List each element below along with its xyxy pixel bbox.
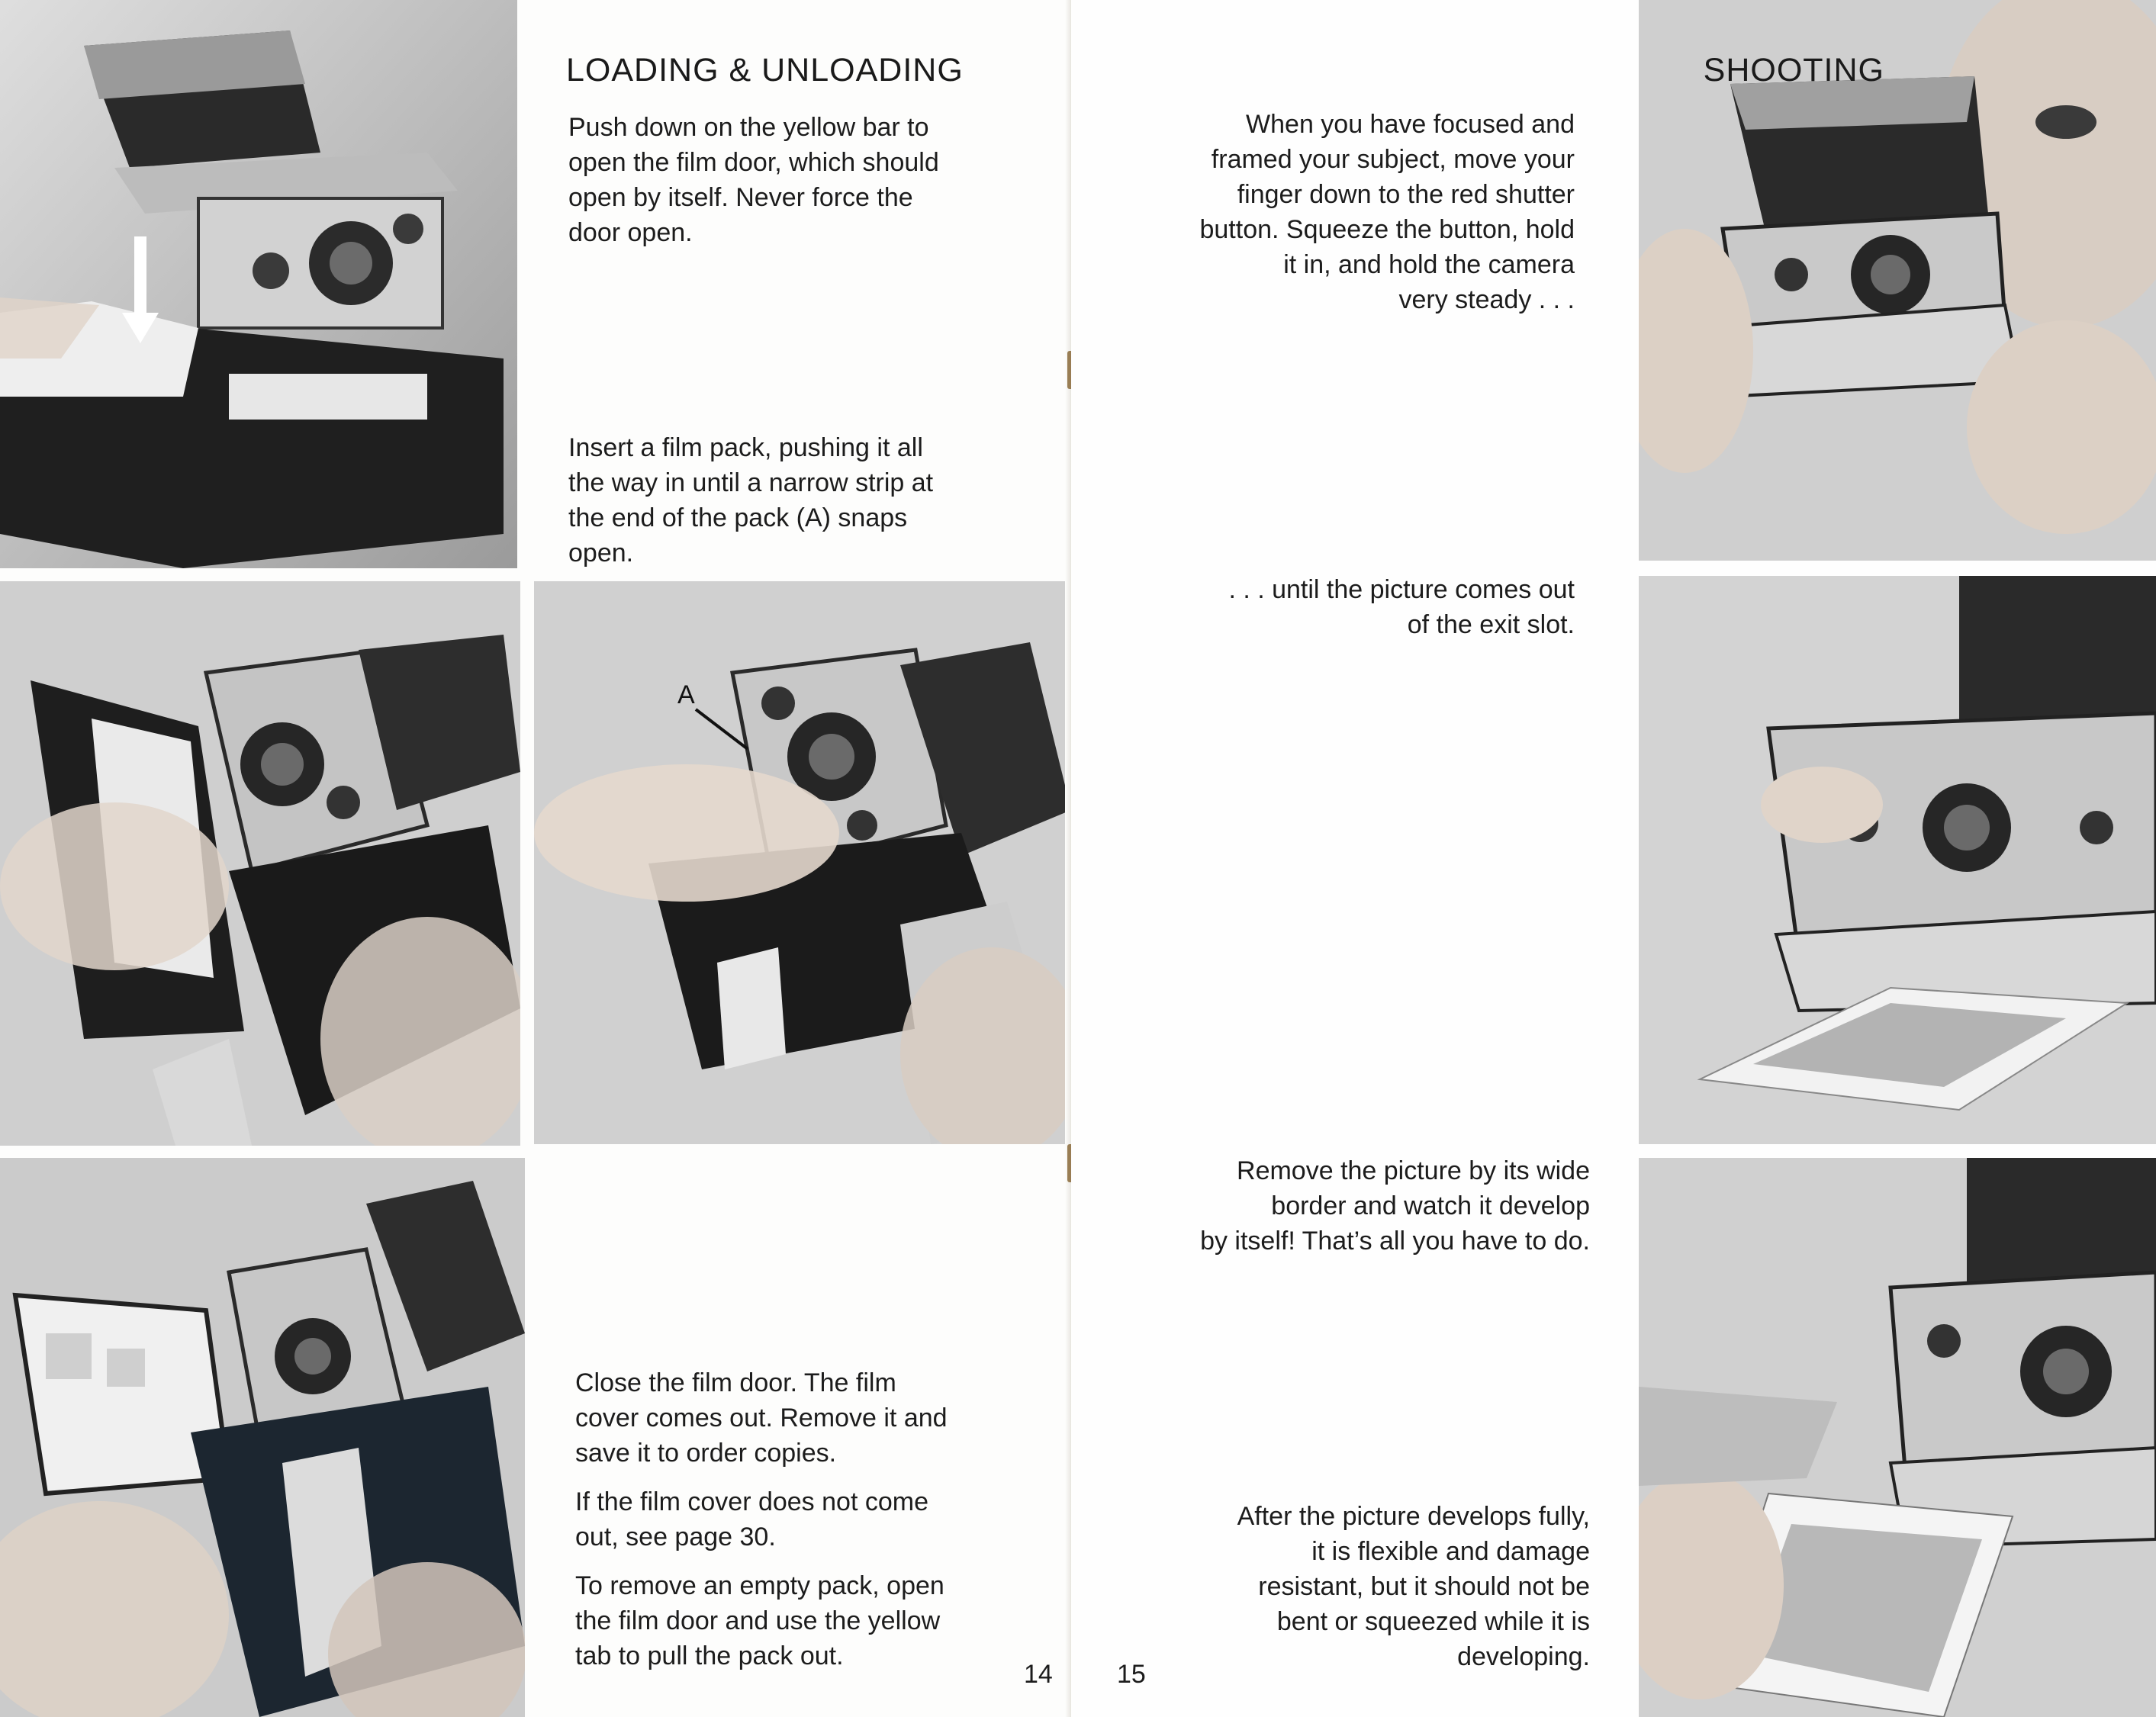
paragraph-after: After the picture develops fully, it is flexible and damage resistant, but it should not be bent or squeezed while it is developing. <box>1237 1502 1590 1671</box>
page-number-right: 15 <box>1117 1660 1146 1689</box>
paragraph-remove: Remove the picture by its wide border and watch it develop by itself! That’s all you have to do. <box>1200 1156 1590 1256</box>
photo-label-a: A <box>677 680 695 709</box>
paragraph-until: . . . until the picture comes out of the exit slot. <box>1228 575 1575 639</box>
page-number-left: 14 <box>1024 1660 1053 1689</box>
photo-closing-film-door <box>0 1158 525 1717</box>
left-page <box>0 0 1071 1717</box>
section-heading-shooting: SHOOTING <box>1703 52 1884 88</box>
photo-strip-a <box>534 581 1071 1144</box>
paragraph-remove-pack: To remove an empty pack, open the film door and use the yellow tab to pull the pack out. <box>575 1571 944 1670</box>
paragraph-close-door: Close the film door. The film cover comes out. Remove it and save it to order copies. <box>575 1368 948 1468</box>
photo-picture-ejecting <box>1639 576 2156 1144</box>
section-heading-loading: LOADING & UNLOADING <box>566 52 964 88</box>
paragraph-open-door: Push down on the yellow bar to open the film door, which should open by itself. Never force the door open. <box>568 113 939 247</box>
photo-holding-picture <box>1639 1158 2156 1717</box>
paragraph-insert-pack: Insert a film pack, pushing it all the way in until a narrow strip at the end of the pack (A) snaps open. <box>568 433 934 568</box>
paragraph-cover-stuck: If the film cover does not come out, see page 30. <box>575 1487 928 1551</box>
photo-opening-film-door <box>0 0 517 568</box>
paragraph-squeeze: When you have focused and framed your subject, move your finger down to the red shutter button. Squeeze the button, hold it in, and hold the camera very steady . . . <box>1199 110 1575 314</box>
right-page <box>1071 0 2156 1717</box>
photo-inserting-pack <box>0 581 520 1146</box>
